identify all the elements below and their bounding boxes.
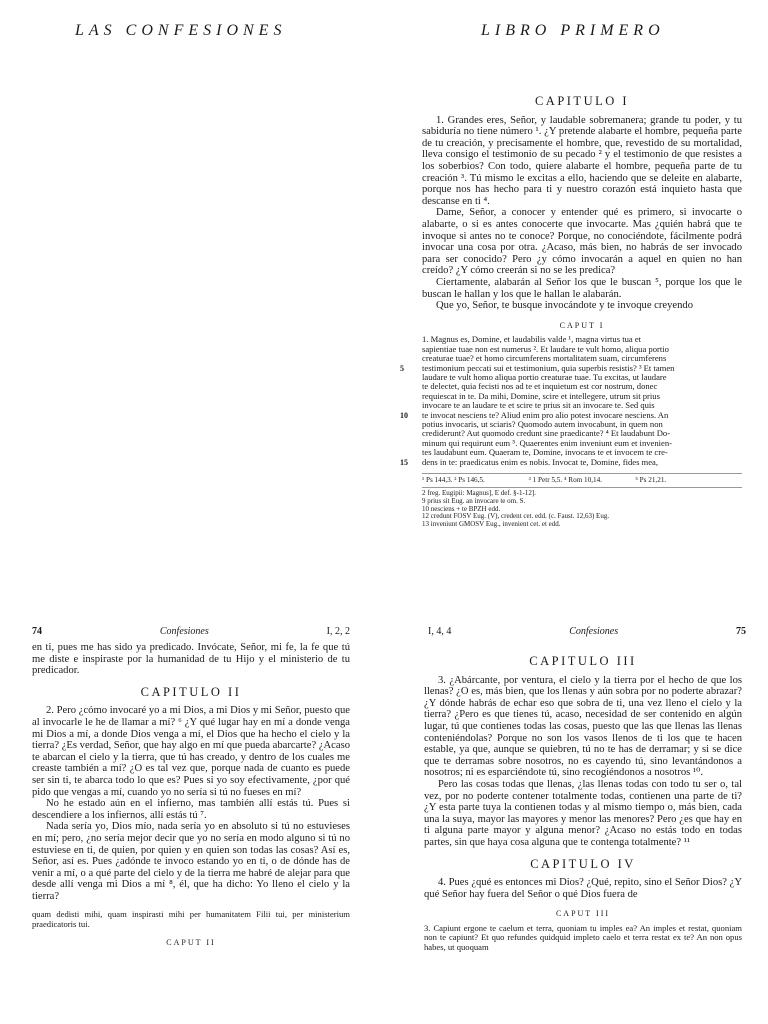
page-header: [428, 626, 746, 637]
latin-line: minum qui requirunt eum ⁵. Quaerentes enim inveniunt eum et invenien-: [422, 437, 673, 448]
paragraph: en ti, pues me has sido ya predicado. Invócate, Señor, mi fe, la fe que tú me diste e inspiraste por la humanidad de tu Hijo y el ministerio de tu predicador.: [32, 642, 350, 677]
running-head: LIBRO PRIMERO: [481, 22, 665, 39]
text-column: [424, 656, 742, 952]
latin-line: creaturae tuae? et homo circumferens mortalitatem suam, circumferens: [422, 353, 667, 364]
latin-line: requiescat in te. Da mihi, Domine, scire et intellegere, utrum sit prius: [422, 390, 660, 401]
latin-line-row: [400, 362, 742, 373]
latin-line: laudare te vult homo aliqua portio creaturae tuae. Tu excitas, ut laudare: [422, 371, 667, 382]
paragraph: Dame, Señor, a conocer y entender qué es primero, si invocarte o alabarte, o si es antes conocerte que invocarte. Mas ¿quién habrá que te invoque si antes no te conoce? Porque, no conociéndote, fácilmente podrá invocar una cosa por otra. ¿Acaso, más bien, no habrás de ser invocado para ser conocido? Pero ¿y cómo invocarán a aquel en quien no han creído? ¿Y cómo creerán si no se les predica?: [422, 207, 742, 277]
paragraph: 1. Grandes eres, Señor, y laudable sobremanera; grande tu poder, y tu sabiduría no tiene número ¹. ¿Y pretende alabarte el hombre, pequeña parte de tu creación, y precisamente el hombre, que, revestido de su mortalidad, lleva consigo el testimonio de su pecado ² y el testimonio de que resistes a los soberbios? Con todo, quiere alabarte el hombre, pequeña parte de tu creación ³. Tú mismo le excitas a ello, haciendo que se deleite en alabarte, porque nos has hecho para ti y nuestro corazón está inquieto hasta que descanse en ti ⁴.: [422, 114, 742, 207]
page-header: [32, 626, 350, 637]
apparatus-line: 12 credunt FOSV Eug. (V), credent cet. edd. (c. Faust. 12,63) Eug.: [422, 512, 610, 521]
latin-line-row: [400, 456, 742, 467]
page-top-left: [0, 0, 384, 616]
page-top-right: [384, 0, 768, 616]
latin-line: 1. Magnus es, Domine, et laudabilis valde ¹, magna virtus tua et: [422, 334, 642, 345]
latin-chapter-heading: CAPUT III: [555, 909, 611, 919]
latin-line-row: [400, 409, 742, 420]
latin-line: dens in te: praedicatus enim es nobis. Invocat te, Domine, fides mea,: [422, 456, 659, 467]
apparatus-line: 13 inveniunt GMOSV Eug., invenient cet. et edd.: [422, 520, 561, 529]
apparatus-line: 2 freg. Eugipii: Magnus], E def. §-1-12].: [422, 488, 536, 497]
latin-line: te invocat nesciens te? Aliud enim pro alio potest invocare nesciens. An: [422, 409, 669, 420]
latin-line: potius invocaris, ut sciaris? Quomodo autem invocabunt, in quem non: [422, 418, 663, 429]
paragraph: 4. Pues ¿qué es entonces mi Dios? ¿Qué, repito, sino el Señor Dios? ¿Y qué Señor hay fuera del Señor o qué Dios fuera de: [424, 877, 742, 900]
critical-apparatus: [422, 487, 742, 529]
page-bottom-right: [384, 616, 768, 1024]
section-reference: I, 2, 2: [326, 626, 350, 637]
header-title: Confesiones: [569, 626, 619, 637]
paragraph: Ciertamente, alabarán al Señor los que le buscan ⁵, porque los que le buscan le hallan y los que le hallan le alabarán.: [422, 276, 742, 300]
text-column: [400, 94, 742, 529]
latin-text: [400, 334, 742, 467]
scripture-references: [422, 473, 742, 484]
paragraph: 3. ¿Abárcante, por ventura, el cielo y la tierra por el hecho de que los llenas? ¿O es, más bien, que los llenas y aún sobra por no poderte abrazar? ¿Y dónde habrás de echar eso que sobra de ti, una vez lleno el cielo y la tierra? ¿Pero es que tienes tú, acaso, necesidad de ser contenido en algún lugar, tú que contienes todas las cosas, puesto que las que llenas las llenas conteniéndolas? Porque no son los vasos llenos de ti los que te hacen estable, ya que, aunque se quiebren, tú no te has de derramar; y si se dice que te derramas sobre nosotros, no es cayendo tú, sino levantándonos a nosotros; ni es esparciéndote tú, sino recogiéndonos a nosotros ¹⁰.: [424, 674, 742, 779]
line-number: 15: [400, 457, 408, 467]
paragraph: 2. Pero ¿cómo invocaré yo a mi Dios, a mi Dios y mi Señor, puesto que al invocarle le he de llamar a mí? ⁶ ¿Y qué lugar hay en mí a donde venga mi Dios a mí, a donde Dios venga a mí, el Dios que ha hecho el cielo y la tierra? ¿Es verdad, Señor, que hay algo en mí que pueda abarcarte? ¿Acaso te abarcan el cielo y la tierra, que tú has creado, y dentro de los cuales me creaste también a mí? ¿O es tal vez que, porque nada de cuanto es puede ser sin ti, te abarca todo lo que es? Pues si yo soy efectivamente, ¿por qué pido que vengas a mí, cuando yo no sería si tú no fueses en mí?: [32, 705, 350, 798]
chapter-heading: CAPITULO IV: [530, 856, 636, 871]
paragraph: Pero las cosas todas que llenas, ¿las llenas todas con todo tu ser o, tal vez, por no poderte contener totalmente todas, contienen una parte de ti? ¿Y esta parte tuya la contienen todas y al mismo tiempo o, más bien, cada una la suya, mayor las mayores y menor las menores? Pero ¿es que hay en ti alguna parte mayor y alguna menor? ¿Acaso no estás todo en todas partes, sin que haya cosa alguna que te contenga totalmente? ¹¹: [424, 778, 742, 848]
latin-line: te delectet, quia fecisti nos ad te et inquietum est cor nostrum, donec: [422, 381, 658, 392]
chapter-heading: CAPITULO II: [140, 684, 242, 699]
page-number: 75: [735, 626, 746, 637]
text-column: [32, 642, 350, 953]
paragraph: No he estado aún en el infierno, mas también allí estás tú. Pues si descendiere a los infiernos, allí estás tú ⁷.: [32, 798, 350, 821]
running-head: LAS CONFESIONES: [75, 22, 287, 39]
page-number: 74: [32, 626, 42, 637]
latin-line: crediderunt? Aut quomodo credunt sine praedicante? ⁴ Et laudabunt Do-: [422, 428, 671, 439]
chapter-heading: CAPITULO III: [529, 654, 637, 668]
paragraph: Nada sería yo, Dios mío, nada sería yo en absoluto si tú no estuvieses en mí; pero, ¿no sería mejor decir que yo no sería en modo alguno si tú no estuviese en ti, de quien, por quien y en quien son todas las cosas? Así es, Señor, así es. Pues ¿adónde te invoco estando yo en ti, o de dónde has de venir a mí, o a qué parte del cielo y de la tierra me habré de alejar para que desde allí venga mi Dios a mí ⁸, él, que ha dicho: Yo lleno el cielo y la tierra?: [32, 821, 350, 902]
reference: ³ 1 Petr 5,5. ⁴ Rom 10,14.: [528, 475, 603, 484]
chapter-heading: CAPITULO I: [534, 94, 630, 108]
line-number: 10: [400, 410, 408, 420]
apparatus-line: 10 nesciens + te BPZH edd.: [422, 504, 501, 513]
apparatus-line: 9 prius sit Eug. an invocare te om. S.: [422, 496, 526, 505]
reference: ¹ Ps 144,3. ² Ps 146,5.: [422, 475, 485, 484]
latin-line: sapientiae tuae non est numerus ². Et laudare te vult homo, aliqua portio: [422, 343, 669, 354]
section-reference: I, 4, 4: [428, 626, 452, 637]
latin-line: invocare te an laudare te et scire te prius sit an invocare te. Sed quis: [422, 400, 655, 411]
reference: ⁵ Ps 21,21.: [635, 475, 667, 484]
latin-line: testimonium peccati sui et testimonium, quia superbis resistis? ³ Et tamen: [422, 362, 675, 373]
latin-line: tes laudabunt eum. Quaeram te, Domine, invocans te et invocem te cre-: [422, 447, 668, 458]
latin-text: quam dedisti mihi, quam inspirasti mihi per humanitatem Filii tui, per ministerium praedicatoris tui.: [32, 909, 350, 929]
line-number: 5: [400, 363, 404, 373]
latin-chapter-heading: CAPUT II: [166, 938, 216, 948]
header-title: Confesiones: [159, 626, 209, 637]
latin-text: 3. Capiunt ergone te caelum et terra, quoniam tu imples ea? An imples et restat, quoniam non te capiunt? Et quo refundes quidquid impleto caelo et terra restat ex te? An non opus habes, ut quoquam: [424, 922, 742, 952]
paragraph: Que yo, Señor, te busque invocándote y te invoque creyendo: [436, 300, 693, 312]
page-bottom-left: [0, 616, 384, 1024]
latin-chapter-heading: CAPUT I: [559, 320, 605, 330]
